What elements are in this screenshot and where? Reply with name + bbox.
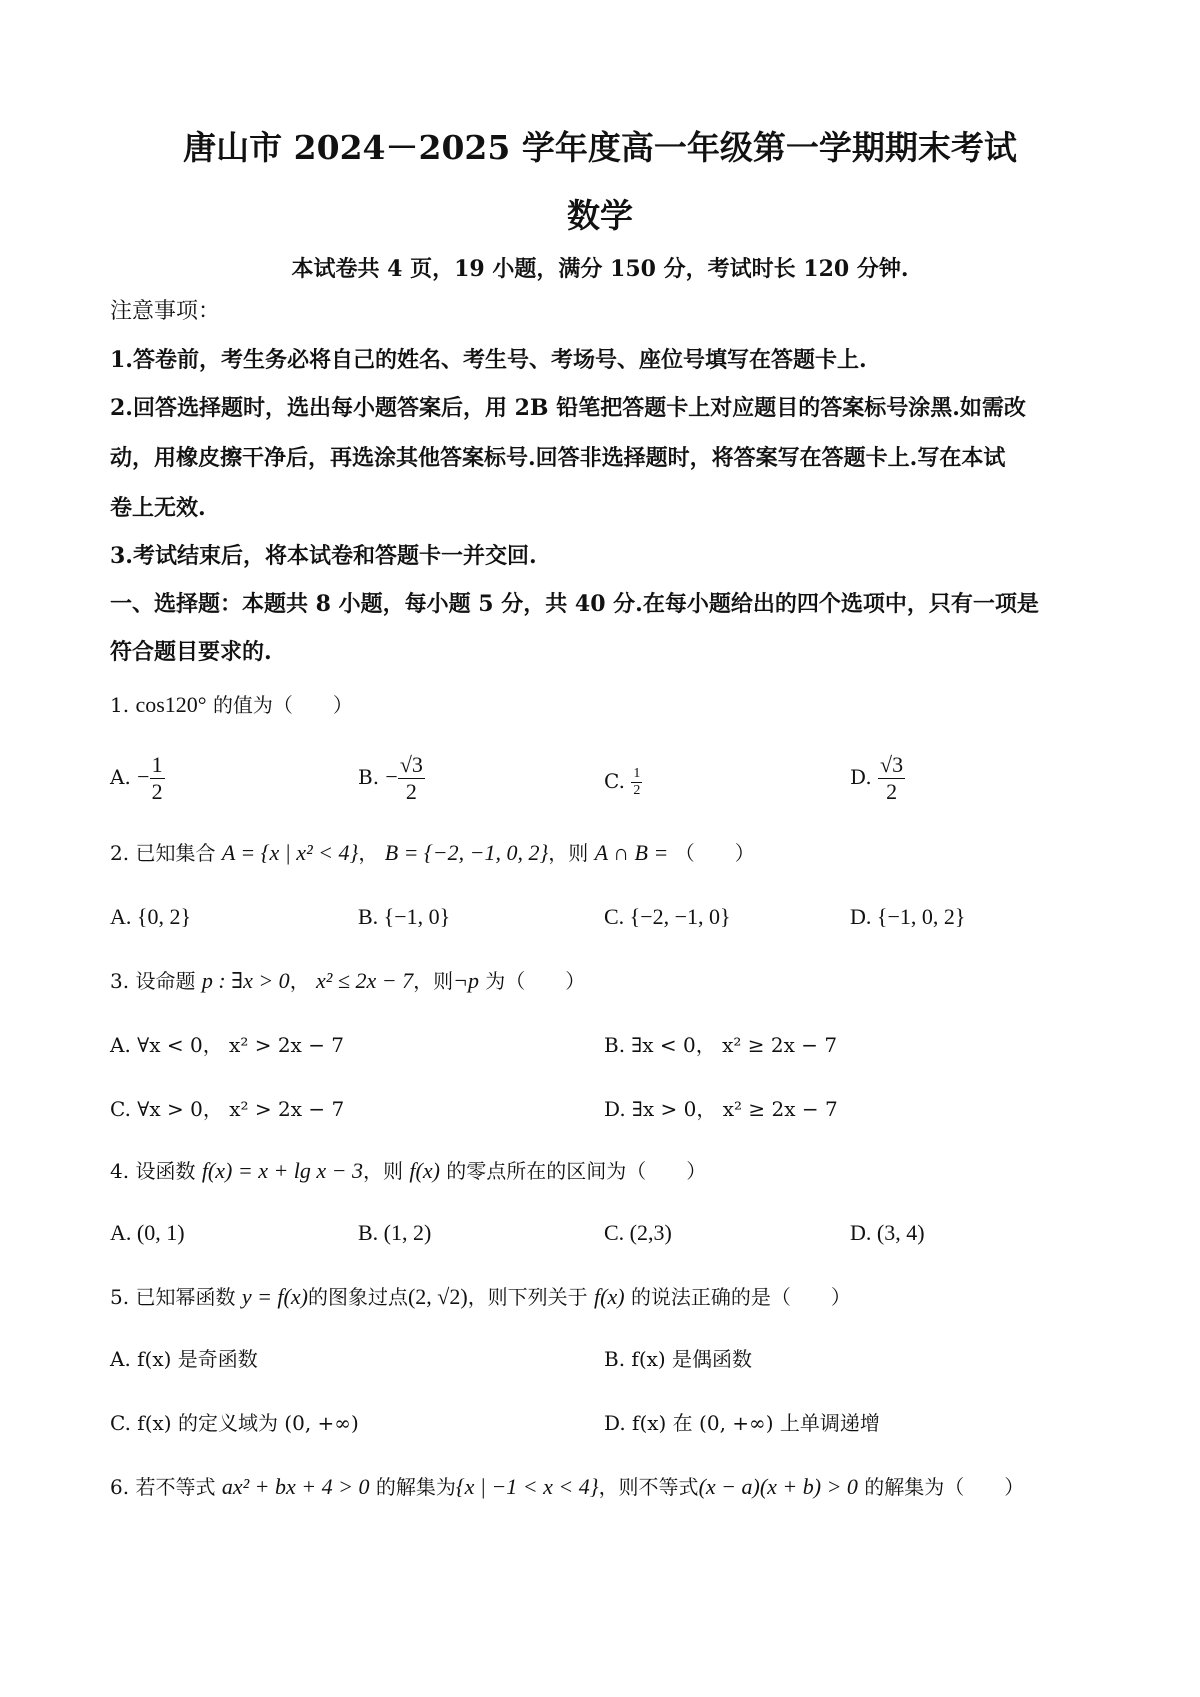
q3-option-d: D. ∃x > 0， x² ≥ 2x − 7 xyxy=(604,1097,838,1121)
question-2 xyxy=(110,840,755,866)
question-6 xyxy=(110,1474,1024,1500)
exam-title: 唐山市 2024－2025 学年度高一年级第一学期期末考试 xyxy=(183,128,1017,167)
question-text: ，则 xyxy=(413,969,454,993)
question-text: 的解集为（ ） xyxy=(864,1475,1025,1499)
question-text: 已知幂函数 xyxy=(135,1285,236,1309)
question-expression: cos120° xyxy=(135,692,207,717)
question-number: 2. xyxy=(110,841,130,865)
notice-item-1: 1.答卷前，考生务必将自己的姓名、考生号、考场号、座位号填写在答题卡上. xyxy=(110,347,867,373)
q5-option-d: D. f(x) 在 (0, +∞) 上单调递增 xyxy=(604,1411,880,1435)
function-expression: f(x) xyxy=(594,1284,625,1309)
function-expression: y = f(x) xyxy=(241,1284,308,1309)
question-text: 的值为（ ） xyxy=(212,693,353,717)
question-text: 的解集为 xyxy=(375,1475,456,1499)
numerator: √3 xyxy=(399,752,423,777)
section-1-line-2: 符合题目要求的. xyxy=(110,639,272,665)
q2-option-d: D. {−1, 0, 2} xyxy=(850,904,966,929)
q2-option-b: B. {−1, 0} xyxy=(358,904,451,929)
question-3 xyxy=(110,968,585,994)
fraction xyxy=(631,766,642,799)
question-number: 6. xyxy=(110,1475,130,1499)
question-text: 的图象过点 xyxy=(307,1285,408,1309)
q4-option-c: C. (2,3) xyxy=(604,1220,672,1245)
q4-option-b: B. (1, 2) xyxy=(358,1220,432,1245)
numerator: 1 xyxy=(633,766,641,781)
question-4 xyxy=(110,1158,706,1184)
question-text: 设命题 xyxy=(135,969,196,993)
answer-bracket: 为（ ） xyxy=(478,969,586,993)
q3-option-c: C. ∀x > 0， x² > 2x − 7 xyxy=(110,1097,345,1121)
condition-expression: x² ≤ 2x − 7 xyxy=(316,968,414,993)
notice-heading: 注意事项： xyxy=(110,299,221,324)
notice-item-3: 3.考试结束后，将本试卷和答题卡一并交回. xyxy=(110,543,537,569)
question-text: ，则 xyxy=(363,1159,404,1183)
denominator: 2 xyxy=(886,779,898,804)
question-number: 4. xyxy=(110,1159,130,1183)
separator: ， xyxy=(358,841,379,865)
numerator: 1 xyxy=(151,752,163,777)
fraction xyxy=(878,752,905,805)
inequality-expression: ax² + bx + 4 > 0 xyxy=(221,1474,370,1499)
set-a-expression: A = {x | x² < 4} xyxy=(221,840,359,865)
notice-item-2-line-2: 动，用橡皮擦干净后，再选涂其他答案标号.回答非选择题时，将答案写在答题卡上.写在本试 xyxy=(110,445,1006,471)
q2-option-c: C. {−2, −1, 0} xyxy=(604,904,731,929)
question-text: 的零点所在的区间为（ ） xyxy=(446,1159,707,1183)
denominator: 2 xyxy=(405,779,417,804)
question-1 xyxy=(110,692,353,718)
fraction xyxy=(398,752,425,805)
negation-expression: ¬p xyxy=(453,968,479,993)
question-text: ，则不等式 xyxy=(598,1475,699,1499)
q4-option-a: A. (0, 1) xyxy=(110,1220,185,1245)
question-number: 3. xyxy=(110,969,130,993)
q5-option-b: B. f(x) 是偶函数 xyxy=(604,1347,753,1371)
option-label: D. xyxy=(850,765,872,789)
question-text: ，则下列关于 xyxy=(467,1285,588,1309)
option-sign: − xyxy=(137,764,150,789)
answer-bracket: （ ） xyxy=(674,841,755,865)
question-text: 设函数 xyxy=(135,1159,196,1183)
numerator: √3 xyxy=(880,752,904,777)
question-number: 5. xyxy=(110,1285,130,1309)
question-text: 若不等式 xyxy=(135,1475,216,1499)
question-text: 的说法正确的是（ ） xyxy=(630,1285,851,1309)
exam-info: 本试卷共 4 页，19 小题，满分 150 分，考试时长 120 分钟. xyxy=(291,256,909,282)
q3-option-b: B. ∃x < 0， x² ≥ 2x − 7 xyxy=(604,1033,838,1057)
q1-option-d xyxy=(850,752,905,805)
fraction xyxy=(150,752,165,805)
q5-option-c: C. f(x) 的定义域为 (0, +∞) xyxy=(110,1411,359,1435)
option-label: B. xyxy=(358,765,380,789)
separator: ， xyxy=(289,969,310,993)
option-label: C. xyxy=(604,769,625,793)
function-expression: f(x) xyxy=(409,1158,440,1183)
q1-option-b xyxy=(358,752,425,805)
denominator: 2 xyxy=(151,779,163,804)
denominator: 2 xyxy=(633,783,641,798)
inequality-expression: (x − a)(x + b) > 0 xyxy=(698,1474,858,1499)
q4-option-d: D. (3, 4) xyxy=(850,1220,925,1245)
point-expression: (2, √2) xyxy=(407,1284,468,1309)
exam-subject: 数学 xyxy=(567,196,633,235)
q1-option-c xyxy=(604,766,642,799)
set-b-expression: B = {−2, −1, 0, 2} xyxy=(384,840,549,865)
question-text: 已知集合 xyxy=(135,841,216,865)
function-expression: f(x) = x + lg x − 3 xyxy=(201,1158,364,1183)
proposition-expression: p : ∃x > 0 xyxy=(201,968,290,993)
q1-option-a xyxy=(110,752,165,805)
question-5 xyxy=(110,1284,851,1310)
question-number: 1. xyxy=(110,693,130,717)
q3-option-a: A. ∀x < 0， x² > 2x − 7 xyxy=(110,1033,345,1057)
q2-option-a: A. {0, 2} xyxy=(110,904,192,929)
solution-set-expression: {x | −1 < x < 4} xyxy=(455,1474,599,1499)
intersection-expression: A ∩ B = xyxy=(594,840,669,865)
option-sign: − xyxy=(385,764,398,789)
question-text: ，则 xyxy=(548,841,589,865)
section-1-line-1: 一、选择题：本题共 8 小题，每小题 5 分，共 40 分.在每小题给出的四个选项中，只有一项是 xyxy=(110,591,1039,617)
notice-item-2-line-3: 卷上无效. xyxy=(110,495,206,521)
notice-item-2-line-1: 2.回答选择题时，选出每小题答案后，用 2B 铅笔把答题卡上对应题目的答案标号涂黑.如需改 xyxy=(110,395,1026,421)
option-label: A. xyxy=(110,765,131,789)
q5-option-a: A. f(x) 是奇函数 xyxy=(110,1347,258,1371)
